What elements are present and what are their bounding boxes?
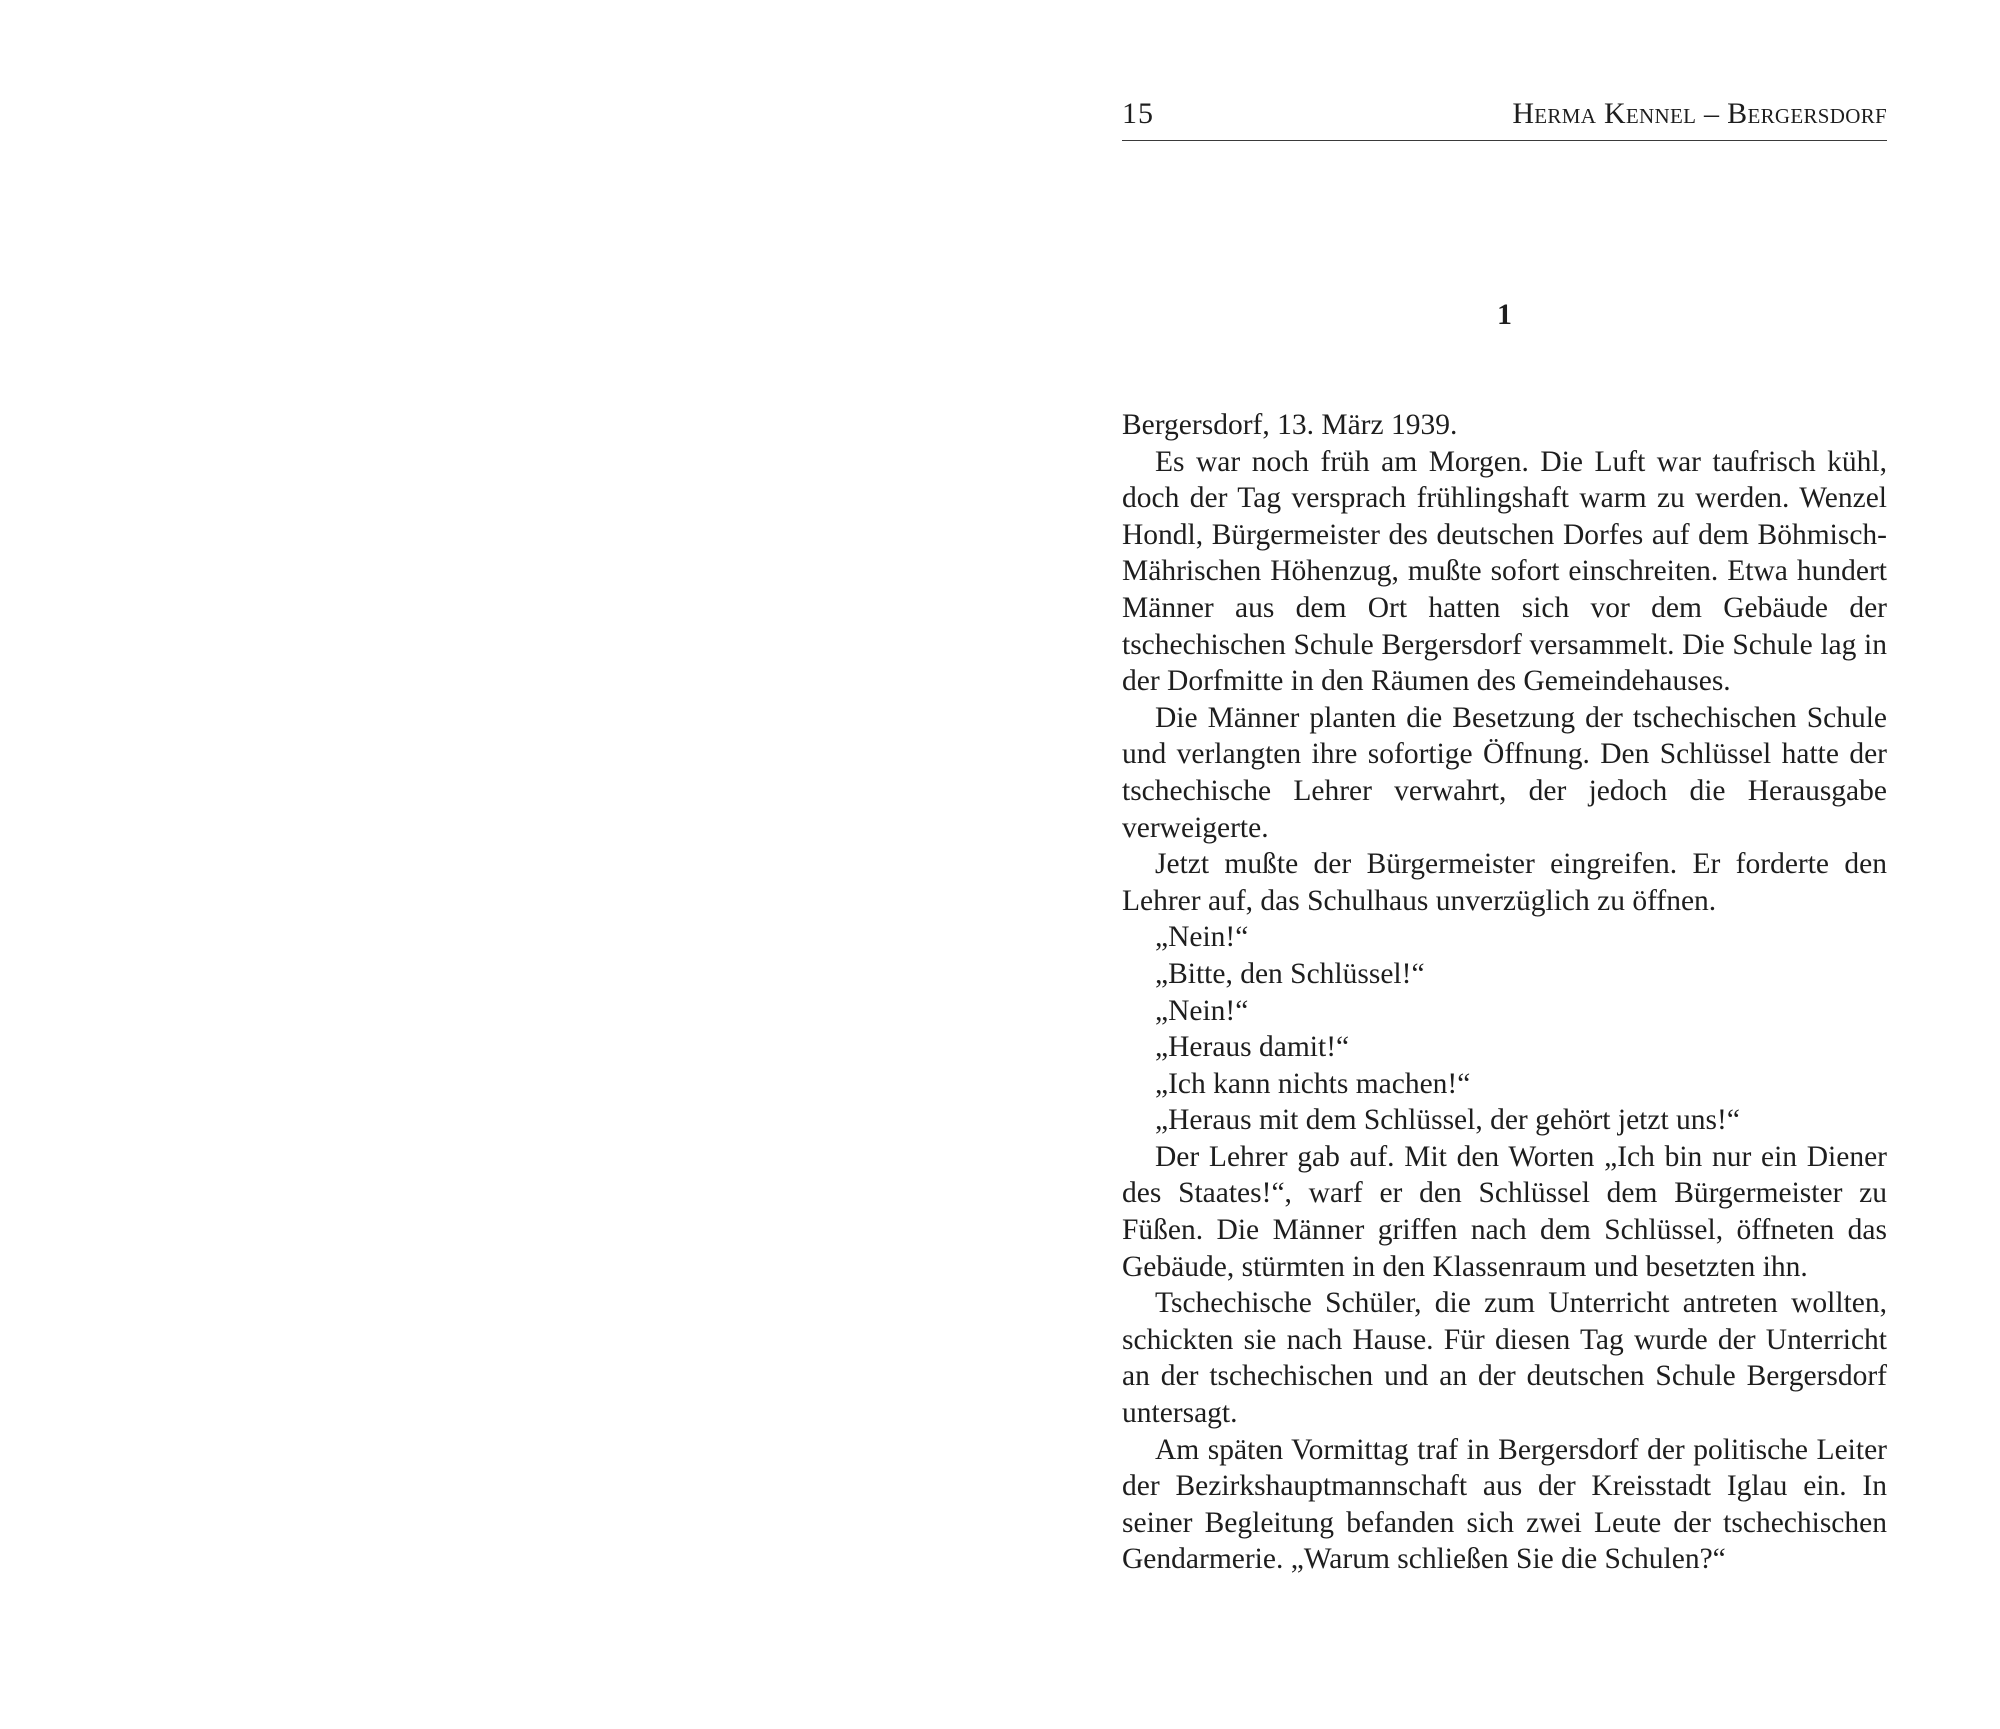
paragraph: Jetzt mußte der Bürgermeister eingreifen. Er forderte den Lehrer auf, das Schulhaus unverzüglich zu öffnen.: [1122, 848, 1887, 917]
paragraph: Der Lehrer gab auf. Mit den Worten „Ich bin nur ein Diener des Staates!“, warf er den Schlüssel dem Bürgermeister zu Füßen. Die Männer griffen nach dem Schlüssel, öffneten das Gebäude, stürmten in den Klassenraum und besetzten ihn.: [1122, 1140, 1887, 1283]
paragraph-dateline: Bergersdorf, 13. März 1939.: [1122, 409, 1458, 441]
paragraph: Am späten Vormittag traf in Bergersdorf der politische Leiter der Bezirkshauptmannschaft aus der Kreisstadt Iglau ein. In seiner Begleitung befanden sich zwei Leute der tschechischen Gendarmerie. „Warum schließen Sie die Schulen?“: [1122, 1433, 1887, 1576]
chapter-body: [1122, 407, 1887, 1578]
running-header-title: Herma Kennel – Bergersdorf: [1512, 97, 1887, 130]
paragraph: Es war noch früh am Morgen. Die Luft war taufrisch kühl, doch der Tag versprach frühlingshaft warm zu werden. Wenzel Hondl, Bürgermeister des deutschen Dorfes auf dem Böhmisch-Mährischen Höhenzug, mußte sofort einschreiten. Etwa hundert Männer aus dem Ort hatten sich vor dem Gebäude der tschechischen Schule Bergersdorf versammelt. Die Schule lag in der Dorfmitte in den Räumen des Gemeindehauses.: [1122, 445, 1887, 698]
page-number: 15: [1122, 97, 1154, 130]
dialogue-line: „Nein!“: [1155, 994, 1249, 1027]
dialogue-line: „Heraus mit dem Schlüssel, der gehört jetzt uns!“: [1155, 1104, 1740, 1137]
dialogue-line: „Bitte, den Schlüssel!“: [1155, 957, 1425, 990]
running-header: [1122, 96, 1887, 141]
dialogue-line: „Heraus damit!“: [1155, 1031, 1350, 1064]
paragraph: Die Männer planten die Besetzung der tschechischen Schule und verlangten ihre sofortige Öffnung. Den Schlüssel hatte der tschechische Lehrer verwahrt, der jedoch die Herausgabe verweigerte.: [1122, 701, 1887, 844]
chapter-number: 1: [1497, 298, 1512, 331]
dialogue-line: „Nein!“: [1155, 921, 1249, 954]
paragraph: Tschechische Schüler, die zum Unterricht antreten wollten, schickten sie nach Hause. Für diesen Tag wurde der Unterricht an der tschechischen und an der deutschen Schule Bergersdorf untersagt.: [1122, 1287, 1887, 1430]
dialogue-line: „Ich kann nichts machen!“: [1155, 1067, 1471, 1100]
book-page: [1122, 0, 1887, 1729]
